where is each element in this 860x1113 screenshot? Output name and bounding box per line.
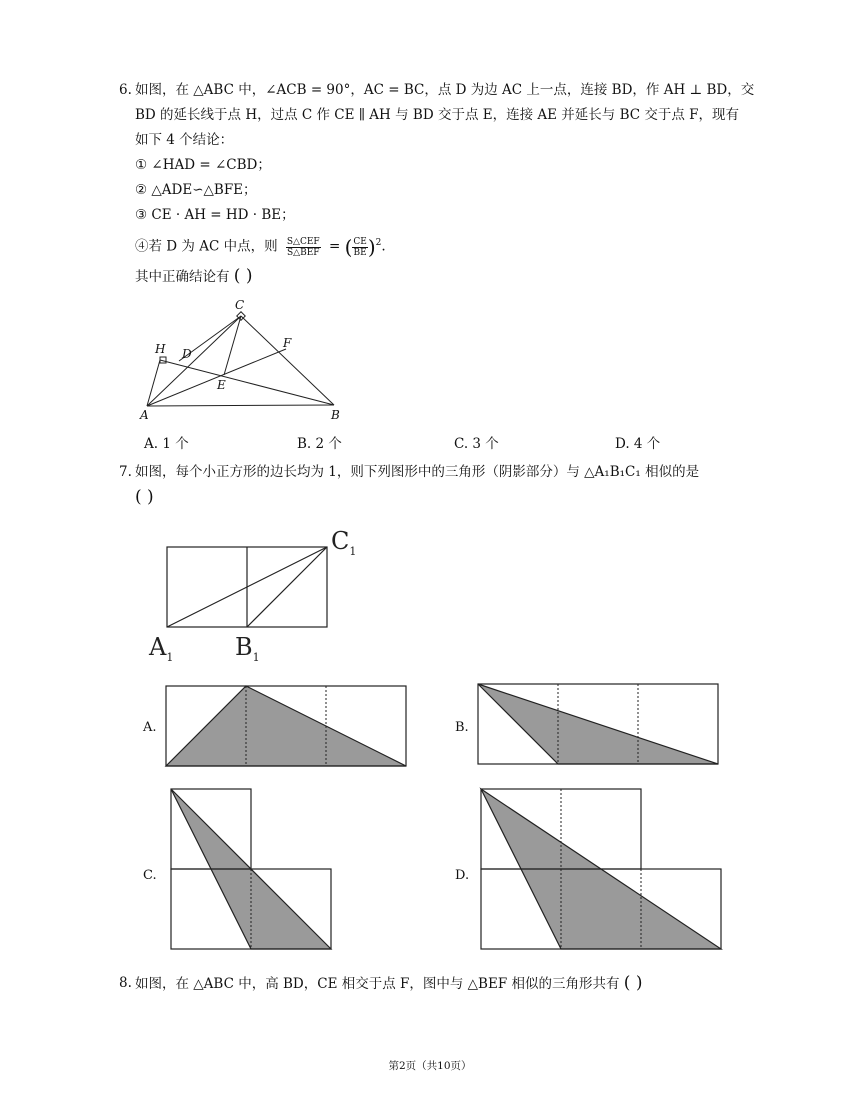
q8-number: 8. — [119, 975, 132, 991]
q7-option-c-label[interactable]: C. — [143, 868, 157, 883]
segment-cb — [241, 316, 334, 405]
q7-option-a-label[interactable]: A. — [143, 720, 157, 735]
q6-c4-eq: = — [328, 238, 341, 255]
q6-line3: 如下 4 个结论： — [135, 132, 234, 148]
q6-line1: 如图，在 △ABC 中，∠ACB = 90°，AC = BC，点 D 为边 AC 上一点，连接 BD，作 AH ⊥ BD，交 — [135, 82, 755, 98]
q6-figure — [136, 295, 351, 425]
segment-ce — [224, 316, 241, 375]
q6-line2: BD 的延长线于点 H，过点 C 作 CE ∥ AH 与 BD 交于点 E，连接 AE 并延长与 BC 交于点 F，现有 — [135, 107, 740, 123]
q7-option-b-figure[interactable] — [472, 678, 724, 773]
label-h: H — [155, 342, 166, 356]
segment-hb — [160, 360, 334, 405]
page-footer: 第2页（共10页） — [388, 1060, 472, 1072]
q6-conclusion-2: ② △ADE∽△BFE； — [135, 182, 257, 198]
q6-conclusion-3: ③ CE · AH = HD · BE； — [135, 207, 295, 223]
q6-c4-den: S△BEF — [287, 247, 320, 258]
label-b1: $B_1$ — [235, 633, 260, 664]
label-b: B — [331, 408, 340, 422]
q6-conclusion-4: ④若 D 为 AC 中点，则 S△CEF S△BEF = ( $\frac{CE}{BE}$ )$^2$. — [135, 235, 386, 259]
q7-line1: 如图，每个小正方形的边长均为 1，则下列图形中的三角形（阴影部分）与 △A₁B₁C₁ 相似的是 — [135, 464, 700, 480]
q6-c4-prefix: ④若 D 为 AC 中点，则 — [135, 238, 278, 255]
q6-option-a[interactable]: A. 1 个 — [144, 436, 189, 452]
q7-number: 7. — [119, 464, 132, 480]
q6-answer-paren: ( ) — [233, 266, 253, 286]
q7-option-a-figure[interactable] — [160, 678, 410, 773]
shaded-triangle-a — [166, 686, 406, 766]
q6-c4-rden: BE — [353, 247, 367, 258]
label-c1: $C_1$ — [331, 527, 357, 558]
label-d: D — [182, 347, 192, 361]
q6-option-c[interactable]: C. 3 个 — [454, 436, 499, 452]
label-c: C — [235, 298, 245, 312]
q6-c4-end: . — [381, 238, 386, 255]
label-f: F — [283, 336, 292, 350]
q6-c4-ratio — [352, 237, 367, 258]
q6-option-d[interactable]: D. 4 个 — [615, 436, 661, 452]
q6-ask — [135, 266, 252, 287]
label-e: E — [217, 378, 226, 392]
shaded-triangle-b — [478, 684, 718, 764]
q6-c4-exp: 2 — [375, 238, 382, 248]
q7-reference-figure — [145, 525, 375, 670]
segment-ac — [147, 316, 241, 406]
q6-number: 6. — [119, 82, 132, 98]
q8-answer-paren: ( ) — [623, 973, 643, 993]
q6-c4-num: S△CEF — [286, 236, 320, 247]
q6-option-b[interactable]: B. 2 个 — [297, 436, 342, 452]
q7-option-d-label[interactable]: D. — [455, 868, 470, 883]
label-a: A — [140, 408, 149, 422]
q7-option-b-label[interactable]: B. — [455, 720, 469, 735]
q7-answer-paren: ( ) — [135, 487, 154, 507]
segment-ab — [147, 405, 334, 406]
q7-option-c-figure[interactable] — [165, 783, 335, 955]
q6-ask-text: 其中正确结论有 — [135, 269, 230, 285]
q6-c4-rnum: CE — [353, 236, 367, 247]
label-a1: $A_1$ — [149, 633, 174, 664]
q6-conclusion-1: ① ∠HAD = ∠CBD； — [135, 157, 271, 173]
q8-line1 — [135, 973, 642, 994]
q8-text: 如图，在 △ABC 中，高 BD，CE 相交于点 F，图中与 △BEF 相似的三角形共有 — [135, 976, 620, 992]
q6-c4-fraction — [286, 237, 321, 258]
q7-option-d-figure[interactable] — [475, 783, 727, 955]
